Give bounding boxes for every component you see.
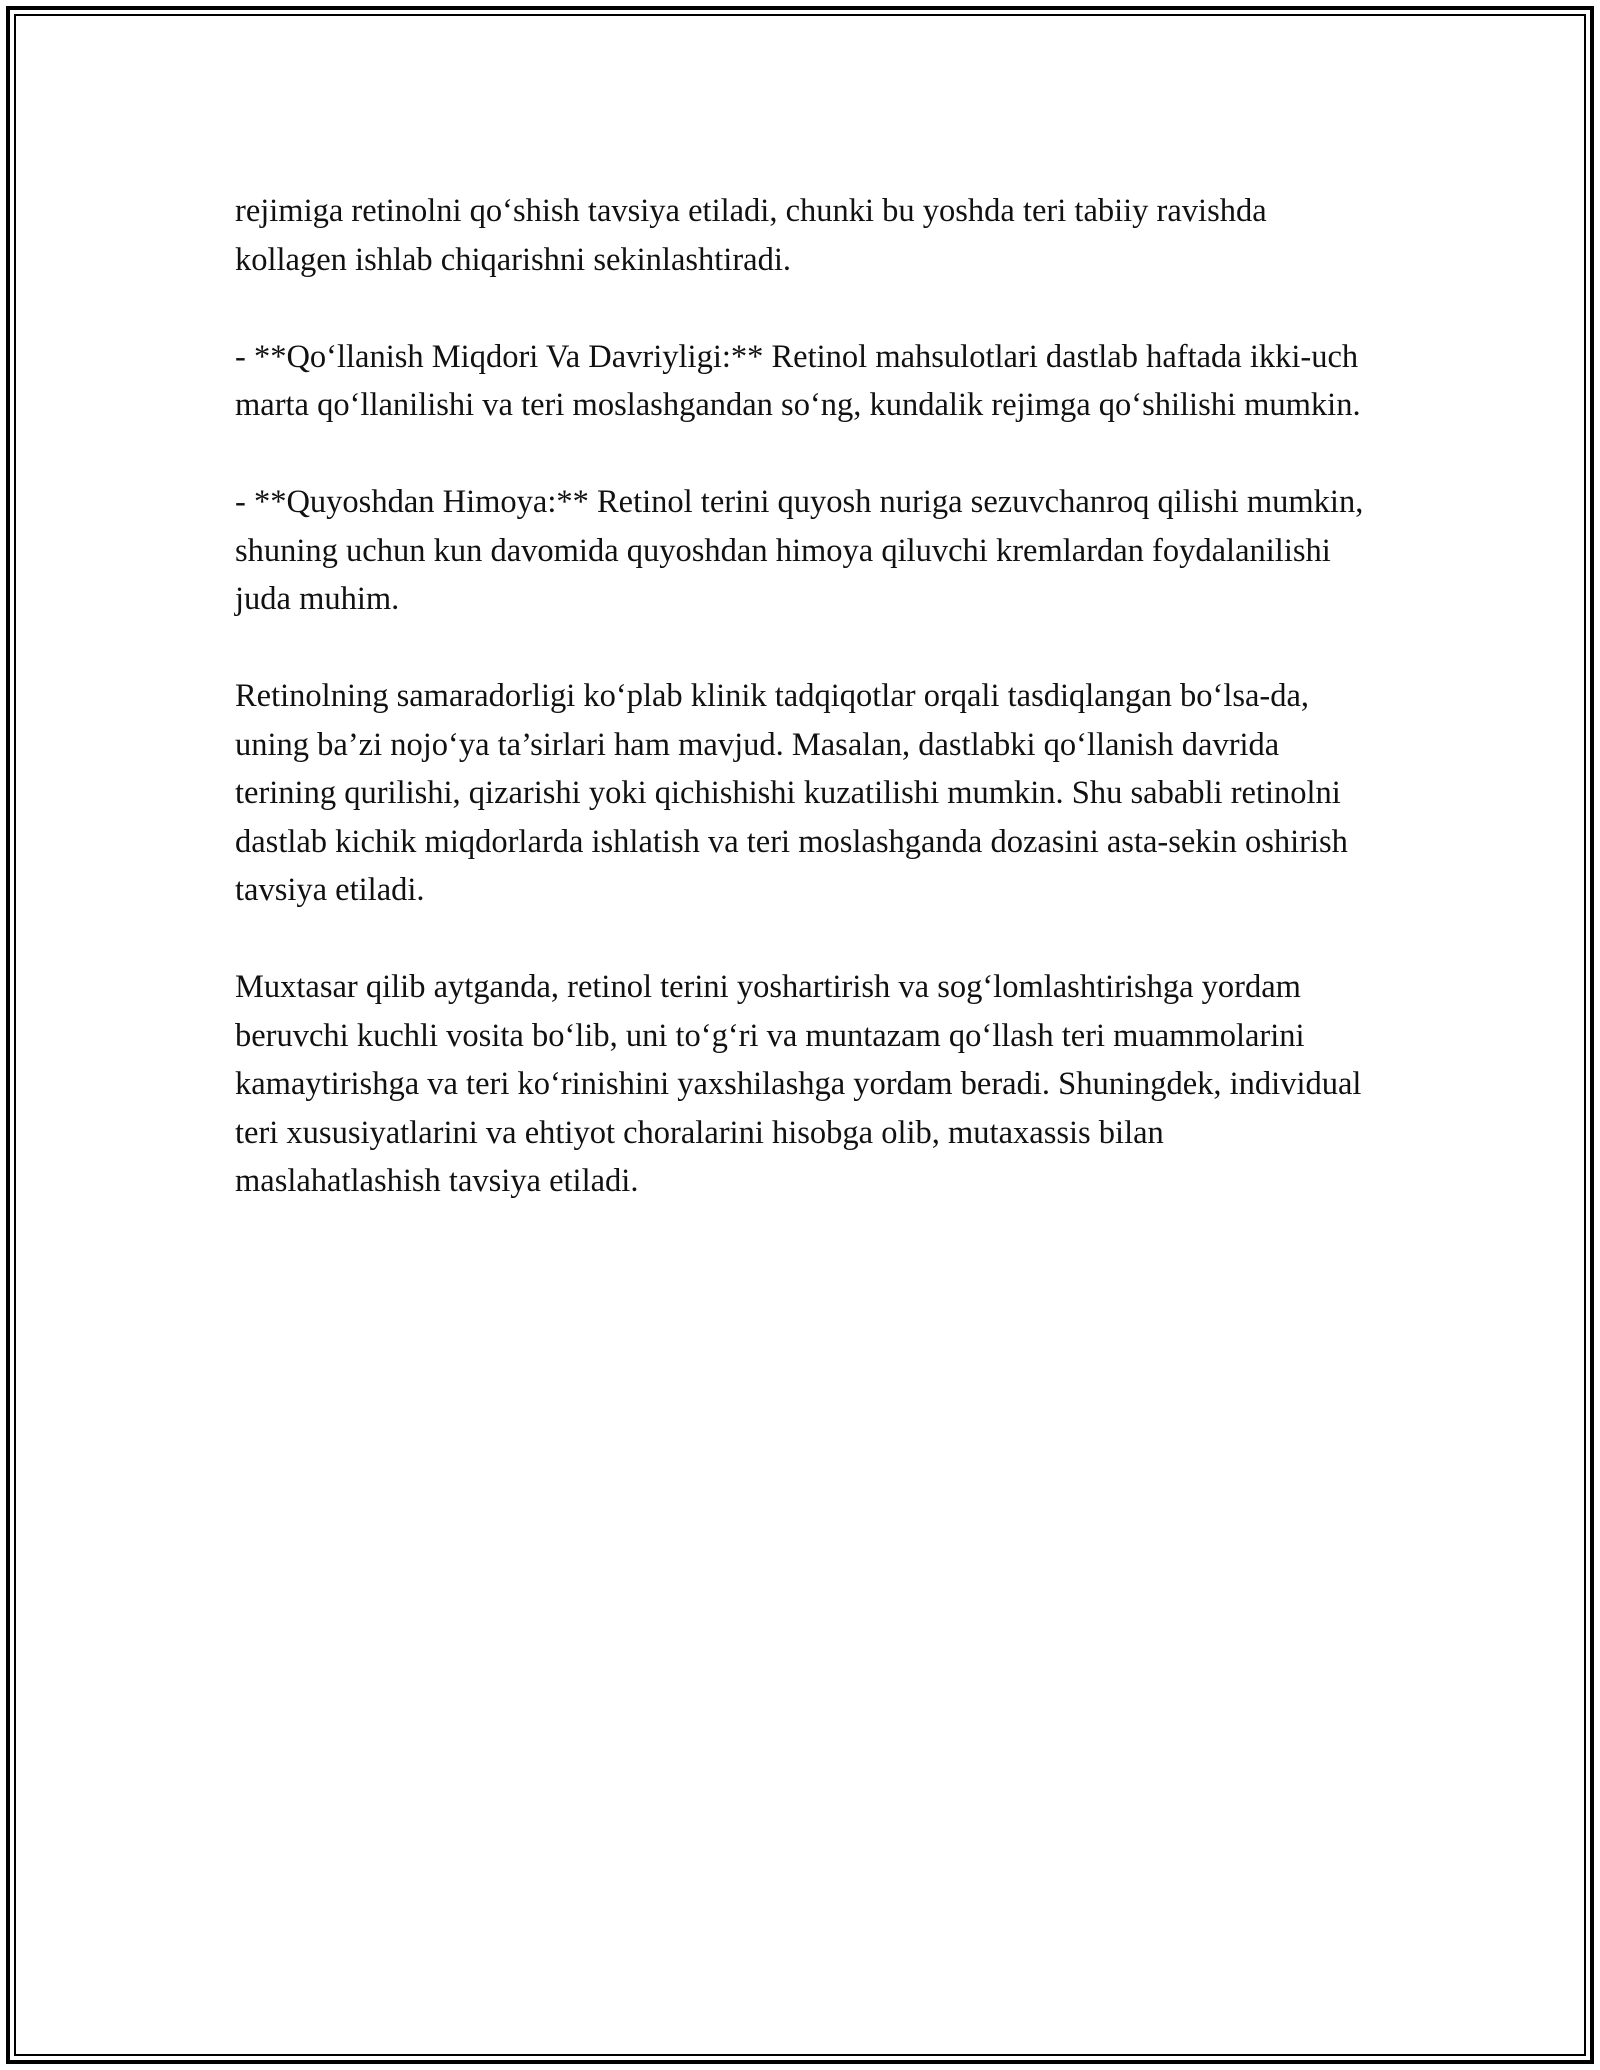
- document-body: [235, 187, 1370, 1254]
- paragraph-retinol-intro-continuation: rejimiga retinolni qo‘shish tavsiya etiladi, chunki bu yoshda teri tabiiy ravishda kollagen ishlab chiqarishni sekinlashtiradi.: [235, 193, 1267, 278]
- paragraph-usage-frequency: - **Qo‘llanish Miqdori Va Davriyligi:** Retinol mahsulotlari dastlab haftada ikki-uch marta qo‘llanilishi va teri moslashgandan so‘ng, kundalik rejimga qo‘shilishi mumkin.: [235, 338, 1361, 423]
- paragraph-side-effects: Retinolning samaradorligi ko‘plab klinik tadqiqotlar orqali tasdiqlangan bo‘lsa-da, uning ba’zi nojo‘ya ta’sirlari ham mavjud. Masalan, dastlabki qo‘llanish davrida terining qurilishi, qizarishi yoki qichishishi kuzatilishi mumkin. Shu sababli retinolni dastlab kichik miqdorlarda ishlatish va teri moslashganda dozasini asta-sekin oshirish tavsiya etiladi.: [235, 678, 1348, 908]
- paragraph-conclusion: Muxtasar qilib aytganda, retinol terini yoshartirish va sog‘lomlashtirishga yordam beruvchi kuchli vosita bo‘lib, uni to‘g‘ri va muntazam qo‘llash teri muammolarini kamaytirishga va teri ko‘rinishini yaxshilashga yordam beradi. Shuningdek, individual teri xususiyatlarini va ehtiyot choralarini hisobga olib, mutaxassis bilan maslahatlashish tavsiya etiladi.: [235, 969, 1362, 1199]
- paragraph-sun-protection: - **Quyoshdan Himoya:** Retinol terini quyosh nuriga sezuvchanroq qilishi mumkin, shuning uchun kun davomida quyoshdan himoya qiluvchi kremlardan foydalanilishi juda muhim.: [235, 484, 1364, 617]
